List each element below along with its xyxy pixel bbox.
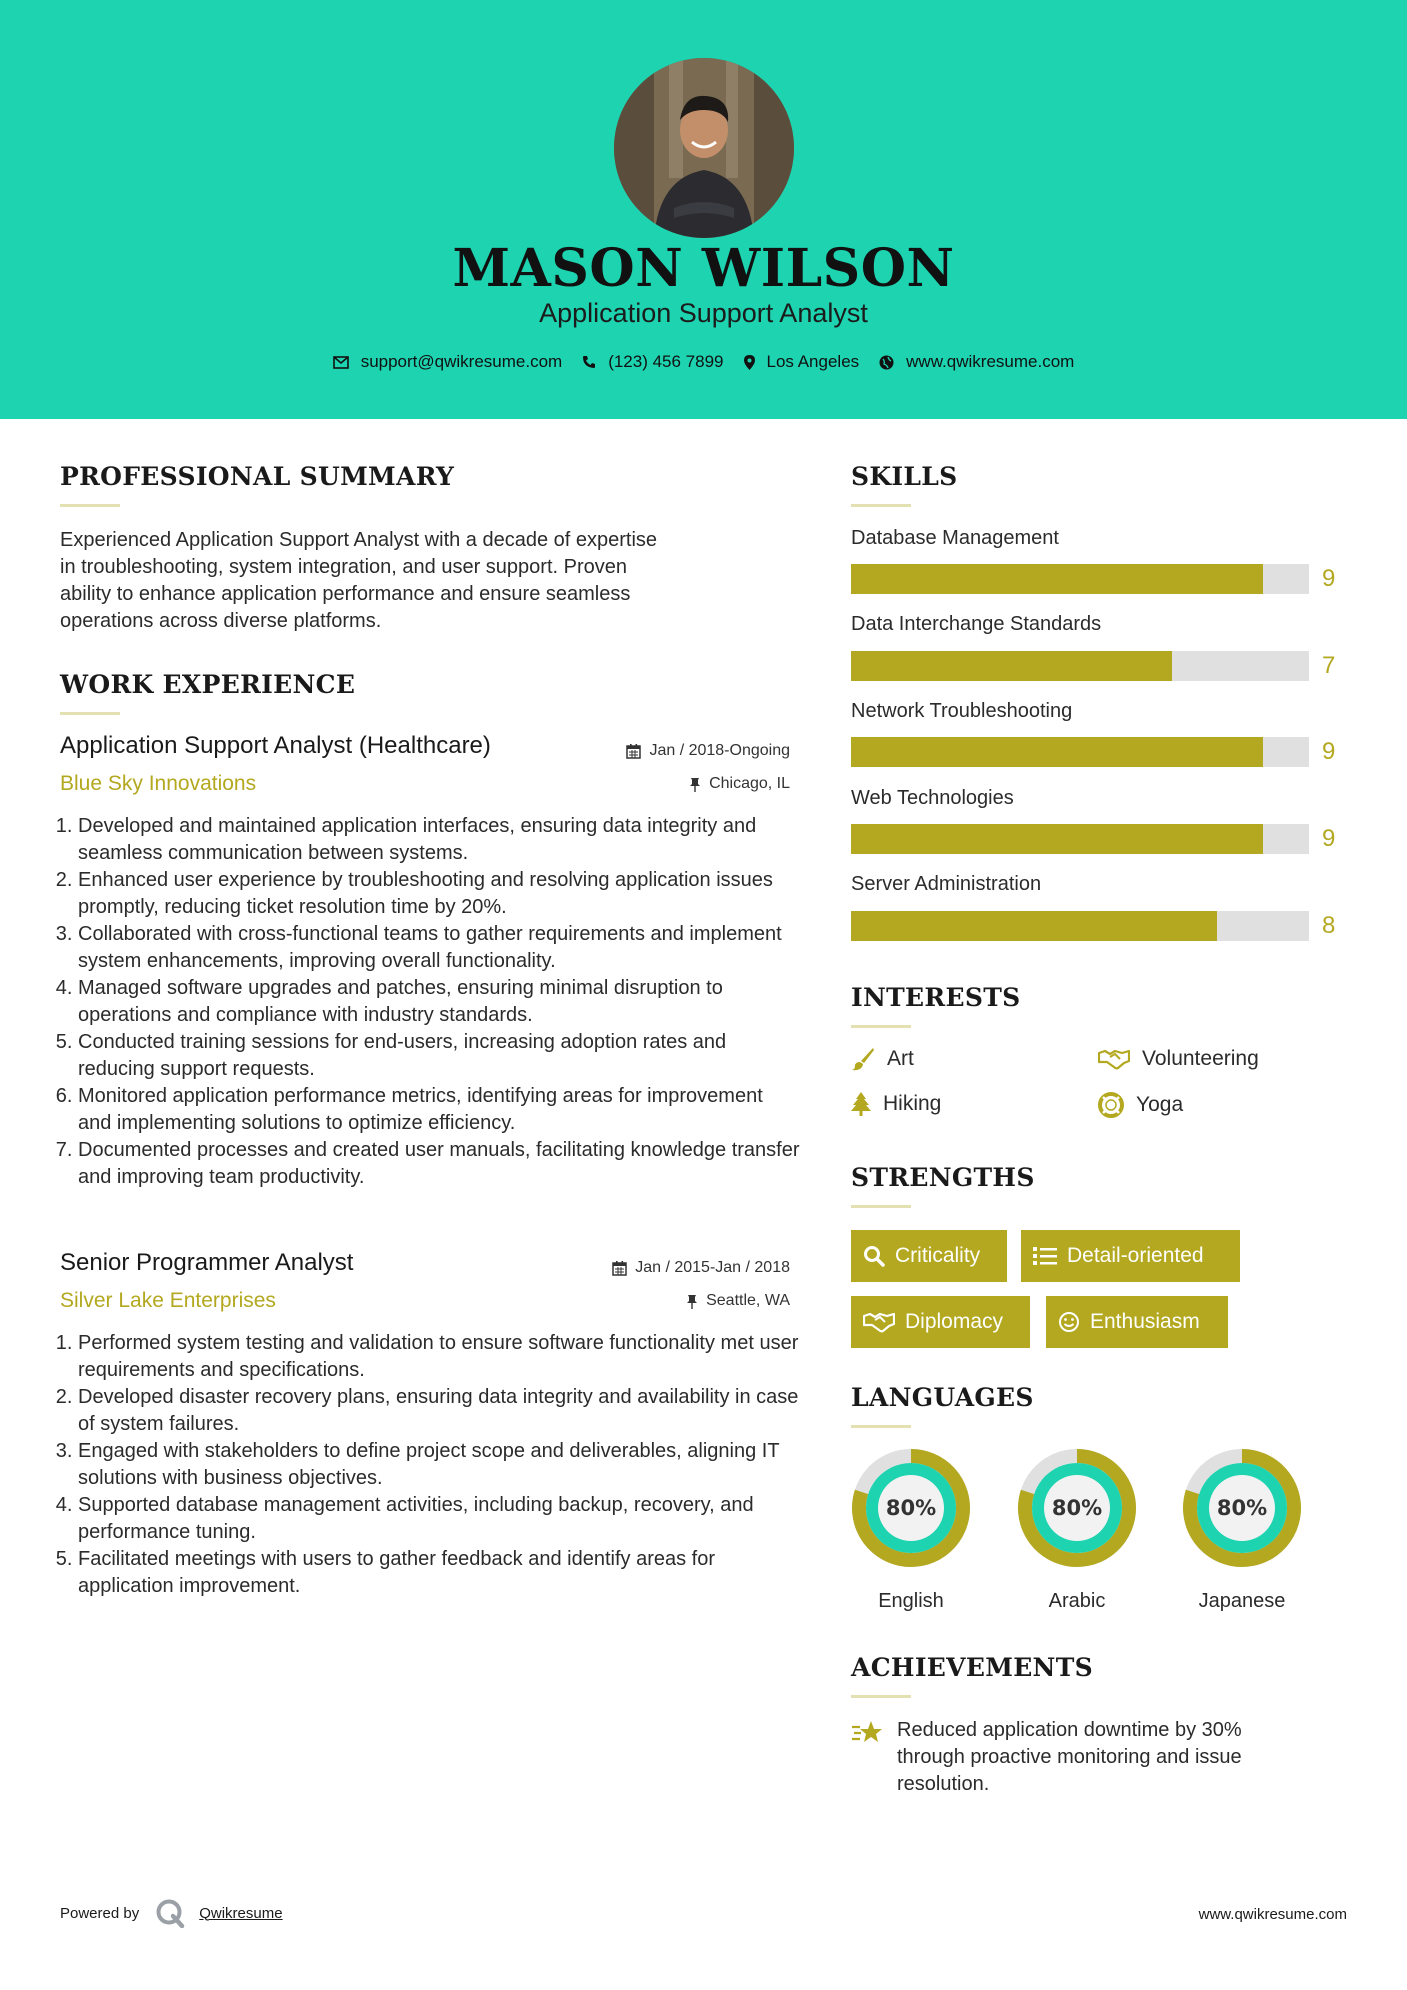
skill-bar [851, 911, 1309, 941]
summary-line: operations across diverse platforms. [60, 610, 382, 632]
dates-text: Jan / 2018-Ongoing [649, 742, 790, 759]
job-bullets [60, 813, 800, 1191]
skill-name: Server Administration [851, 873, 1042, 895]
list-item: 3. Collaborated with cross-functional teams to gather requirements and implement system enhancements, improving overall functionality. [78, 921, 800, 975]
strength-label: Diplomacy [905, 1310, 1004, 1333]
skill-bar [851, 564, 1309, 594]
language-english [850, 1447, 972, 1613]
tree-icon [851, 1092, 871, 1116]
handshake-icon [1098, 1048, 1130, 1070]
skill-bar [851, 651, 1309, 681]
list-item: 1. Performed system testing and validation to ensure software functionality met user requirements and specifications. [78, 1330, 800, 1384]
footer-powered-by [60, 1898, 283, 1928]
list-item: 2. Enhanced user experience by troubleshooting and resolving application issues promptly, reducing ticket resolution time by 20%. [78, 867, 800, 921]
skill-bar-fill [851, 737, 1263, 767]
interest-yoga [1098, 1092, 1183, 1118]
list-item: 1. Developed and maintained application interfaces, ensuring data integrity and seamless communication between systems. [78, 813, 800, 867]
summary-line: in troubleshooting, system integration, and user support. Proven [60, 556, 627, 578]
company-name: Silver Lake Enterprises [60, 1289, 276, 1312]
achievements-heading: ACHIEVEMENTS [851, 1653, 1093, 1682]
strength-label: Criticality [895, 1244, 981, 1267]
list-item: 4. Managed software upgrades and patches, ensuring minimal disruption to operations and compliance with industry standards. [78, 975, 800, 1029]
candidate-role: Application Support Analyst [539, 298, 868, 328]
profile-photo [614, 58, 794, 238]
location-text: Chicago, IL [709, 775, 790, 792]
strength-label: Enthusiasm [1090, 1310, 1200, 1333]
summary-line: ability to enhance application performance and ensure seamless [60, 583, 631, 605]
handshake-icon [863, 1311, 895, 1333]
skills-heading: SKILLS [851, 462, 958, 491]
language-japanese [1181, 1447, 1303, 1613]
achievements-rule [851, 1695, 911, 1698]
interests-rule [851, 1025, 911, 1028]
phone-text: (123) 456 7899 [608, 352, 724, 371]
pushpin-icon [686, 1294, 698, 1309]
paintbrush-icon [851, 1047, 875, 1071]
envelope-icon [333, 356, 349, 369]
skill-name: Data Interchange Standards [851, 613, 1102, 635]
interest-label: Art [887, 1047, 914, 1070]
language-ring [1016, 1447, 1138, 1569]
list-item: 5. Facilitated meetings with users to gather feedback and identify areas for application improvement. [78, 1546, 800, 1600]
language-percent: 80% [1051, 1496, 1103, 1520]
experience-rule [60, 712, 120, 715]
language-name: English [878, 1590, 944, 1612]
contact-phone[interactable] [582, 352, 723, 372]
skill-bar-fill [851, 651, 1172, 681]
strength-tag [1021, 1230, 1240, 1282]
lifering-icon [1098, 1092, 1124, 1118]
contact-website[interactable] [879, 352, 1074, 372]
achievement-text [897, 1717, 1242, 1798]
strength-label: Detail-oriented [1067, 1244, 1204, 1267]
job-dates [560, 742, 790, 760]
skill-level: 9 [1322, 738, 1336, 765]
interest-art [851, 1047, 914, 1071]
language-ring [850, 1447, 972, 1569]
skill-name: Network Troubleshooting [851, 700, 1073, 722]
achievement-item [851, 1717, 1331, 1798]
experience-heading: WORK EXPERIENCE [60, 670, 356, 699]
skill-name: Web Technologies [851, 787, 1014, 809]
achievement-line: through proactive monitoring and issue [897, 1746, 1242, 1768]
contact-email[interactable] [333, 352, 563, 372]
search-icon [863, 1245, 885, 1267]
strengths-rule [851, 1205, 911, 1208]
interest-label: Yoga [1136, 1093, 1184, 1116]
list-item: 5. Conducted training sessions for end-users, increasing adoption rates and reducing support requests. [78, 1029, 800, 1083]
qwikresume-logo-icon [155, 1898, 185, 1928]
skill-bar-fill [851, 911, 1217, 941]
language-arabic [1016, 1447, 1138, 1613]
achievement-line: Reduced application downtime by 30% [897, 1719, 1242, 1741]
location-text: Los Angeles [766, 352, 860, 371]
skill-bar-fill [851, 564, 1263, 594]
skill-level: 9 [1322, 565, 1336, 592]
candidate-name: MASON WILSON [452, 238, 955, 299]
shooting-star-icon [851, 1719, 883, 1747]
powered-by-text: Powered by [60, 1904, 140, 1922]
language-name: Arabic [1048, 1590, 1106, 1612]
list-item: 6. Monitored application performance metrics, identifying areas for improvement and implementing solutions to optimize efficiency. [78, 1083, 800, 1137]
contact-bar [0, 352, 1407, 372]
qwikresume-link[interactable]: Qwikresume [199, 1904, 283, 1922]
list-item: 3. Engaged with stakeholders to define project scope and deliverables, aligning IT solutions with business objectives. [78, 1438, 800, 1492]
skill-bar-fill [851, 824, 1263, 854]
skill-bar [851, 737, 1309, 767]
globe-icon [879, 355, 894, 370]
summary-line: Experienced Application Support Analyst with a decade of expertise [60, 529, 658, 551]
calendar-icon [626, 744, 641, 759]
list-item: 2. Developed disaster recovery plans, ensuring data integrity and availability in case of system failures. [78, 1384, 800, 1438]
job-location [560, 775, 790, 793]
job-title: Application Support Analyst (Healthcare) [60, 732, 491, 759]
strength-tag [851, 1230, 1007, 1282]
calendar-icon [612, 1261, 627, 1276]
job-bullets [60, 1330, 800, 1600]
summary-heading: PROFESSIONAL SUMMARY [60, 462, 455, 491]
interest-label: Hiking [883, 1092, 942, 1115]
contact-location [744, 352, 860, 372]
dates-text: Jan / 2015-Jan / 2018 [635, 1259, 790, 1276]
job-location [560, 1292, 790, 1310]
languages-heading: LANGUAGES [851, 1383, 1034, 1412]
language-percent: 80% [885, 1496, 937, 1520]
footer-website[interactable]: www.qwikresume.com [1198, 1906, 1347, 1923]
list-item: 4. Supported database management activities, including backup, recovery, and performance tuning. [78, 1492, 800, 1546]
phone-icon [582, 355, 596, 369]
skills-rule [851, 504, 911, 507]
skill-bar [851, 824, 1309, 854]
map-pin-icon [744, 355, 755, 370]
interest-label: Volunteering [1142, 1047, 1259, 1070]
interest-volunteering [1098, 1047, 1259, 1071]
skill-name: Database Management [851, 527, 1059, 549]
interest-hiking [851, 1092, 941, 1116]
language-name: Japanese [1198, 1590, 1286, 1612]
location-text: Seattle, WA [706, 1292, 790, 1309]
header-banner [0, 0, 1407, 419]
language-ring [1181, 1447, 1303, 1569]
interests-heading: INTERESTS [851, 983, 1021, 1012]
skill-level: 8 [1322, 912, 1336, 939]
achievement-line: resolution. [897, 1773, 990, 1795]
languages-rule [851, 1425, 911, 1428]
email-text: support@qwikresume.com [360, 352, 563, 371]
skill-level: 7 [1322, 652, 1336, 679]
smile-icon [1058, 1311, 1080, 1333]
strength-tag [1046, 1296, 1228, 1348]
language-percent: 80% [1216, 1496, 1268, 1520]
job-title: Senior Programmer Analyst [60, 1249, 354, 1276]
summary-text [60, 527, 800, 635]
list-icon [1033, 1246, 1057, 1266]
strength-tag [851, 1296, 1030, 1348]
strengths-heading: STRENGTHS [851, 1163, 1035, 1192]
company-name: Blue Sky Innovations [60, 772, 257, 795]
skill-level: 9 [1322, 825, 1336, 852]
summary-rule [60, 504, 120, 507]
job-dates [540, 1259, 790, 1277]
pushpin-icon [689, 777, 701, 792]
list-item: 7. Documented processes and created user manuals, facilitating knowledge transfer and improving team productivity. [78, 1137, 800, 1191]
website-text: www.qwikresume.com [906, 352, 1075, 371]
